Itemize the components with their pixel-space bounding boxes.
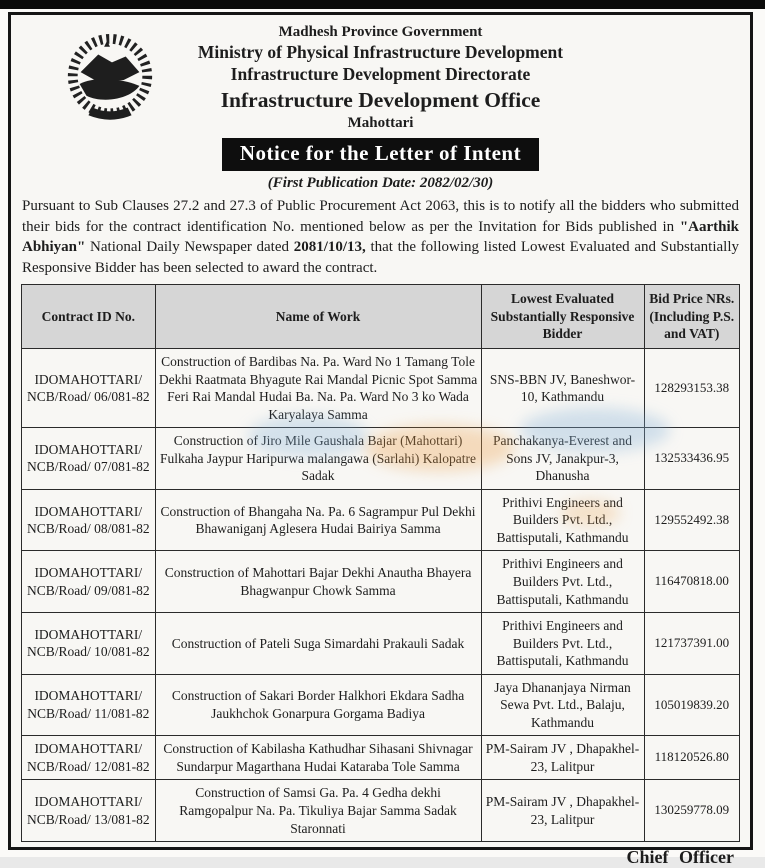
bid-price-cell: 121737391.00 (644, 613, 740, 675)
bidder-cell: PM-Sairam JV , Dhapakhel-23, Lalitpur (481, 780, 644, 842)
loi-table-header (22, 285, 740, 349)
top-border-bar (0, 0, 765, 9)
work-name-cell: Construction of Bhangaha Na. Pa. 6 Sagrampur Pul Dekhi Bhawaniganj Aglesera Hudai Bairiya Samma (155, 489, 481, 551)
letterhead-office: Infrastructure Development Office (220, 87, 541, 112)
header-bid-price: Bid Price NRs. (Including P.S. and VAT) (644, 285, 740, 349)
contract-id-cell: IDOMAHOTTARI/ NCB/Road/ 10/081-82 (22, 613, 156, 675)
bid-price-cell: 128293153.38 (644, 348, 740, 427)
contract-id-cell: IDOMAHOTTARI/ NCB/Road/ 08/081-82 (22, 489, 156, 551)
bid-price-cell: 130259778.09 (644, 780, 740, 842)
contract-id-cell: IDOMAHOTTARI/ NCB/Road/ 09/081-82 (22, 551, 156, 613)
bidder-cell: Jaya Dhananjaya Nirman Sewa Pvt. Ltd., Balaju, Kathmandu (481, 674, 644, 736)
loi-table-body (22, 348, 740, 841)
notice-body-paragraph (21, 196, 740, 278)
contract-id-cell: IDOMAHOTTARI/ NCB/Road/ 11/081-82 (22, 674, 156, 736)
work-name-cell: Construction of Bardibas Na. Pa. Ward No 1 Tamang Tole Dekhi Raatmata Bhyagute Rai Mandal Picnic Spot Samma Feri Rai Mandal Hudai Ba. Na. Pa. Ward No 3 ko Wada Karyalaya Samma (155, 348, 481, 427)
nepal-emblem-logo (61, 29, 159, 133)
bidder-cell: SNS-BBN JV, Baneshwor-10, Kathmandu (481, 348, 644, 427)
signature-chief-officer: Chief Officer (626, 847, 734, 868)
work-name-cell: Construction of Kabilasha Kathudhar Sihasani Shivnagar Sundarpur Magarthana Hudai Kataraba Tole Samma (155, 736, 481, 780)
work-name-cell: Construction of Mahottari Bajar Dekhi Anautha Bhayera Bhagwanpur Chowk Samma (155, 551, 481, 613)
bid-price-cell: 132533436.95 (644, 428, 740, 490)
bidder-cell: Prithivi Engineers and Builders Pvt. Ltd., Battisputali, Kathmandu (481, 489, 644, 551)
contract-id-cell: IDOMAHOTTARI/ NCB/Road/ 07/081-82 (22, 428, 156, 490)
work-name-cell: Construction of Jiro Mile Gaushala Bajar (Mahottari) Fulkaha Jaypur Haripurwa malangawa (Sarlahi) Kalopatre Sadak (155, 428, 481, 490)
letterhead-district: Mahottari (347, 115, 414, 132)
newspaper-name: "Aarthik Abhiyan" (22, 218, 739, 256)
notice-title-banner: Notice for the Letter of Intent (222, 138, 539, 171)
bidder-cell: PM-Sairam JV , Dhapakhel-23, Lalitpur (481, 736, 644, 780)
table-row (22, 551, 740, 613)
invitation-date: 2081/10/13, (293, 239, 366, 256)
header-bidder: Lowest Evaluated Substantially Responsive Bidder (481, 285, 644, 349)
bid-price-cell: 129552492.38 (644, 489, 740, 551)
paragraph-text: Pursuant to Sub Clauses 27.2 and 27.3 of Public Procurement Act 2063, this is to notify all the bidders who submitted their bids for the contract identification No. mentioned below as per the Invitation for Bids published in (22, 198, 739, 235)
work-name-cell: Construction of Samsi Ga. Pa. 4 Gedha dekhi Ramgopalpur Na. Pa. Tikuliya Bajar Samma Sadak Staronnati (155, 780, 481, 842)
bid-price-cell: 118120526.80 (644, 736, 740, 780)
table-row (22, 674, 740, 736)
table-row (22, 428, 740, 490)
paragraph-text: that the following listed Lowest Evaluated and Substantially Responsive Bidder has been selected to award the contract. (22, 239, 740, 276)
publication-date: (First Publication Date: 2082/02/30) (267, 175, 494, 192)
paragraph-text: National Daily Newspaper dated (85, 239, 294, 256)
contract-id-cell: IDOMAHOTTARI/ NCB/Road/ 13/081-82 (22, 780, 156, 842)
bid-price-cell: 105019839.20 (644, 674, 740, 736)
table-row (22, 613, 740, 675)
table-row (22, 780, 740, 842)
header-contract-id: Contract ID No. (22, 285, 156, 349)
letterhead (21, 23, 740, 171)
letterhead-ministry: Ministry of Physical Infrastructure Development (197, 41, 564, 62)
letterhead-directorate: Infrastructure Development Directorate (230, 63, 531, 84)
notice-document (8, 12, 753, 868)
table-row (22, 489, 740, 551)
work-name-cell: Construction of Pateli Suga Simardahi Prakauli Sadak (155, 613, 481, 675)
table-row (22, 736, 740, 780)
work-name-cell: Construction of Sakari Border Halkhori Ekdara Sadha Jaukhchok Gonarpura Gorgama Badiya (155, 674, 481, 736)
header-row (22, 285, 740, 349)
loi-table (21, 284, 740, 842)
letterhead-government: Madhesh Province Government (278, 24, 483, 40)
bid-price-cell: 116470818.00 (644, 551, 740, 613)
table-row (22, 348, 740, 427)
contract-id-cell: IDOMAHOTTARI/ NCB/Road/ 06/081-82 (22, 348, 156, 427)
bidder-cell: Panchakanya-Everest and Sons JV, Janakpur-3, Dhanusha (481, 428, 644, 490)
contract-id-cell: IDOMAHOTTARI/ NCB/Road/ 12/081-82 (22, 736, 156, 780)
bidder-cell: Prithivi Engineers and Builders Pvt. Ltd., Battisputali, Kathmandu (481, 551, 644, 613)
bidder-cell: Prithivi Engineers and Builders Pvt. Ltd., Battisputali, Kathmandu (481, 613, 644, 675)
header-name-of-work: Name of Work (155, 285, 481, 349)
